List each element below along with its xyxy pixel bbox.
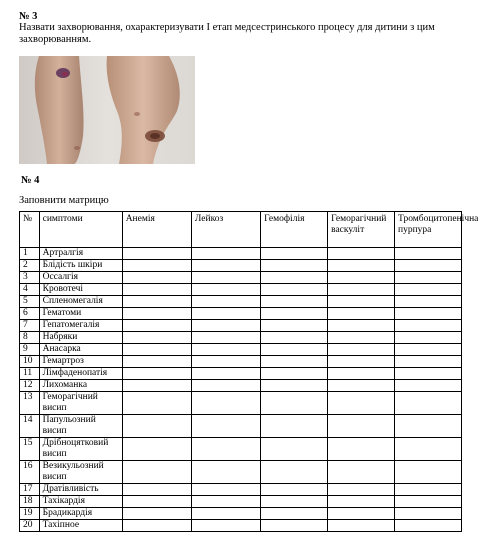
cell-leukemia[interactable] xyxy=(191,496,260,508)
cell-leukemia[interactable] xyxy=(191,332,260,344)
table-row xyxy=(20,520,462,532)
cell-hemorrhagic-vasculitis[interactable] xyxy=(328,332,395,344)
symptom-name: Гемартроз xyxy=(39,356,122,368)
cell-hemophilia[interactable] xyxy=(261,296,328,308)
cell-hemophilia[interactable] xyxy=(261,320,328,332)
table-row xyxy=(20,438,462,461)
cell-hemophilia[interactable] xyxy=(261,508,328,520)
row-number: 17 xyxy=(20,484,40,496)
cell-thrombocytopenic-purpura[interactable] xyxy=(395,380,462,392)
cell-thrombocytopenic-purpura[interactable] xyxy=(395,496,462,508)
cell-hemophilia[interactable] xyxy=(261,284,328,296)
cell-leukemia[interactable] xyxy=(191,356,260,368)
cell-anemia[interactable] xyxy=(122,344,191,356)
cell-anemia[interactable] xyxy=(122,496,191,508)
row-number: 19 xyxy=(20,508,40,520)
cell-anemia[interactable] xyxy=(122,260,191,272)
cell-hemorrhagic-vasculitis[interactable] xyxy=(328,272,395,284)
cell-leukemia[interactable] xyxy=(191,380,260,392)
cell-hemorrhagic-vasculitis[interactable] xyxy=(328,308,395,320)
cell-hemophilia[interactable] xyxy=(261,415,328,438)
table-row xyxy=(20,496,462,508)
header-leukemia: Лейкоз xyxy=(191,212,260,248)
symptom-name: Гематоми xyxy=(39,308,122,320)
cell-hemophilia[interactable] xyxy=(261,496,328,508)
cell-anemia[interactable] xyxy=(122,415,191,438)
cell-thrombocytopenic-purpura[interactable] xyxy=(395,344,462,356)
symptom-name: Дрібноцятковий висип xyxy=(39,438,122,461)
symptom-name: Кровотечі xyxy=(39,284,122,296)
cell-anemia[interactable] xyxy=(122,461,191,484)
cell-hemorrhagic-vasculitis[interactable] xyxy=(328,368,395,380)
symptom-name: Тахікардія xyxy=(39,496,122,508)
cell-hemorrhagic-vasculitis[interactable] xyxy=(328,260,395,272)
table-header-row xyxy=(20,212,462,248)
cell-hemorrhagic-vasculitis[interactable] xyxy=(328,296,395,308)
cell-hemophilia[interactable] xyxy=(261,461,328,484)
task-4-number: № 4 xyxy=(21,175,40,186)
table-row xyxy=(20,260,462,272)
cell-thrombocytopenic-purpura[interactable] xyxy=(395,520,462,532)
cell-hemorrhagic-vasculitis[interactable] xyxy=(328,484,395,496)
cell-hemorrhagic-vasculitis[interactable] xyxy=(328,392,395,415)
symptom-name: Анасарка xyxy=(39,344,122,356)
row-number: 15 xyxy=(20,438,40,461)
table-row xyxy=(20,344,462,356)
cell-thrombocytopenic-purpura[interactable] xyxy=(395,296,462,308)
table-row xyxy=(20,320,462,332)
cell-anemia[interactable] xyxy=(122,508,191,520)
header-hemophilia: Гемофілія xyxy=(261,212,328,248)
cell-thrombocytopenic-purpura[interactable] xyxy=(395,438,462,461)
cell-leukemia[interactable] xyxy=(191,508,260,520)
table-row xyxy=(20,461,462,484)
cell-thrombocytopenic-purpura[interactable] xyxy=(395,368,462,380)
row-number: 12 xyxy=(20,380,40,392)
header-thrombocytopenic-purpura: Тромбоцитопенічна пурпура xyxy=(395,212,462,248)
symptom-name: Лихоманка xyxy=(39,380,122,392)
cell-hemorrhagic-vasculitis[interactable] xyxy=(328,320,395,332)
cell-hemophilia[interactable] xyxy=(261,520,328,532)
table-row xyxy=(20,284,462,296)
cell-leukemia[interactable] xyxy=(191,308,260,320)
cell-hemorrhagic-vasculitis[interactable] xyxy=(328,520,395,532)
header-anemia: Анемія xyxy=(122,212,191,248)
symptom-name: Везикульозний висип xyxy=(39,461,122,484)
symptom-name: Набряки xyxy=(39,332,122,344)
cell-anemia[interactable] xyxy=(122,320,191,332)
task-3-number: № 3 xyxy=(19,11,38,22)
symptom-name: Оссалгія xyxy=(39,272,122,284)
cell-thrombocytopenic-purpura[interactable] xyxy=(395,320,462,332)
task-4-instruction: Заповнити матрицю xyxy=(19,195,109,206)
cell-hemorrhagic-vasculitis[interactable] xyxy=(328,438,395,461)
row-number: 2 xyxy=(20,260,40,272)
clinical-photo-legs-with-bruises xyxy=(19,56,195,164)
row-number: 9 xyxy=(20,344,40,356)
cell-anemia[interactable] xyxy=(122,392,191,415)
cell-hemophilia[interactable] xyxy=(261,368,328,380)
cell-thrombocytopenic-purpura[interactable] xyxy=(395,415,462,438)
cell-thrombocytopenic-purpura[interactable] xyxy=(395,248,462,260)
table-row xyxy=(20,272,462,284)
cell-anemia[interactable] xyxy=(122,368,191,380)
cell-hemophilia[interactable] xyxy=(261,438,328,461)
symptom-name: Спленомегалія xyxy=(39,296,122,308)
cell-thrombocytopenic-purpura[interactable] xyxy=(395,392,462,415)
cell-leukemia[interactable] xyxy=(191,438,260,461)
table-row xyxy=(20,380,462,392)
cell-anemia[interactable] xyxy=(122,296,191,308)
cell-thrombocytopenic-purpura[interactable] xyxy=(395,461,462,484)
symptom-name: Тахіпное xyxy=(39,520,122,532)
row-number: 10 xyxy=(20,356,40,368)
cell-thrombocytopenic-purpura[interactable] xyxy=(395,332,462,344)
cell-hemophilia[interactable] xyxy=(261,272,328,284)
cell-leukemia[interactable] xyxy=(191,415,260,438)
cell-leukemia[interactable] xyxy=(191,368,260,380)
cell-anemia[interactable] xyxy=(122,356,191,368)
row-number: 6 xyxy=(20,308,40,320)
cell-hemophilia[interactable] xyxy=(261,248,328,260)
cell-hemophilia[interactable] xyxy=(261,260,328,272)
cell-leukemia[interactable] xyxy=(191,296,260,308)
task-3-text: Назвати захворювання, охарактеризувати I етап медсестринського процесу для дитини з цим захворюванням. xyxy=(19,22,435,45)
row-number: 8 xyxy=(20,332,40,344)
cell-thrombocytopenic-purpura[interactable] xyxy=(395,272,462,284)
cell-hemophilia[interactable] xyxy=(261,356,328,368)
symptom-name: Лімфаденопатія xyxy=(39,368,122,380)
row-number: 3 xyxy=(20,272,40,284)
cell-anemia[interactable] xyxy=(122,284,191,296)
cell-hemophilia[interactable] xyxy=(261,392,328,415)
table-row xyxy=(20,296,462,308)
cell-anemia[interactable] xyxy=(122,520,191,532)
cell-anemia[interactable] xyxy=(122,438,191,461)
cell-hemophilia[interactable] xyxy=(261,344,328,356)
row-number: 16 xyxy=(20,461,40,484)
table-row xyxy=(20,356,462,368)
row-number: 5 xyxy=(20,296,40,308)
cell-anemia[interactable] xyxy=(122,308,191,320)
row-number: 18 xyxy=(20,496,40,508)
table-row xyxy=(20,392,462,415)
row-number: 1 xyxy=(20,248,40,260)
table-row xyxy=(20,508,462,520)
cell-hemophilia[interactable] xyxy=(261,484,328,496)
table-row xyxy=(20,308,462,320)
cell-hemorrhagic-vasculitis[interactable] xyxy=(328,496,395,508)
cell-hemorrhagic-vasculitis[interactable] xyxy=(328,415,395,438)
cell-thrombocytopenic-purpura[interactable] xyxy=(395,508,462,520)
header-hemorrhagic-vasculitis: Геморагічний васкуліт xyxy=(328,212,395,248)
cell-hemophilia[interactable] xyxy=(261,380,328,392)
table-row xyxy=(20,248,462,260)
cell-hemorrhagic-vasculitis[interactable] xyxy=(328,356,395,368)
cell-anemia[interactable] xyxy=(122,332,191,344)
cell-leukemia[interactable] xyxy=(191,461,260,484)
table-row xyxy=(20,415,462,438)
cell-leukemia[interactable] xyxy=(191,272,260,284)
cell-leukemia[interactable] xyxy=(191,392,260,415)
cell-leukemia[interactable] xyxy=(191,320,260,332)
symptom-name: Артралгія xyxy=(39,248,122,260)
table-row xyxy=(20,368,462,380)
cell-anemia[interactable] xyxy=(122,248,191,260)
symptom-name: Папульозний висип xyxy=(39,415,122,438)
cell-hemorrhagic-vasculitis[interactable] xyxy=(328,344,395,356)
cell-thrombocytopenic-purpura[interactable] xyxy=(395,260,462,272)
header-number: № xyxy=(20,212,40,248)
cell-hemorrhagic-vasculitis[interactable] xyxy=(328,508,395,520)
symptom-matrix-table xyxy=(19,211,478,532)
cell-leukemia[interactable] xyxy=(191,248,260,260)
cell-anemia[interactable] xyxy=(122,380,191,392)
cell-thrombocytopenic-purpura[interactable] xyxy=(395,484,462,496)
cell-hemorrhagic-vasculitis[interactable] xyxy=(328,380,395,392)
row-number: 4 xyxy=(20,284,40,296)
row-number: 20 xyxy=(20,520,40,532)
cell-thrombocytopenic-purpura[interactable] xyxy=(395,356,462,368)
row-number: 14 xyxy=(20,415,40,438)
row-number: 7 xyxy=(20,320,40,332)
symptom-name: Блідість шкіри xyxy=(39,260,122,272)
cell-leukemia[interactable] xyxy=(191,344,260,356)
cell-anemia[interactable] xyxy=(122,272,191,284)
cell-leukemia[interactable] xyxy=(191,484,260,496)
cell-hemophilia[interactable] xyxy=(261,308,328,320)
cell-thrombocytopenic-purpura[interactable] xyxy=(395,308,462,320)
symptom-name: Брадикардія xyxy=(39,508,122,520)
cell-thrombocytopenic-purpura[interactable] xyxy=(395,284,462,296)
header-symptoms: симптоми xyxy=(39,212,122,248)
cell-hemorrhagic-vasculitis[interactable] xyxy=(328,284,395,296)
symptom-name: Геморагічний висип xyxy=(39,392,122,415)
row-number: 13 xyxy=(20,392,40,415)
table-row xyxy=(20,484,462,496)
table-row xyxy=(20,332,462,344)
cell-hemorrhagic-vasculitis[interactable] xyxy=(328,461,395,484)
cell-leukemia[interactable] xyxy=(191,260,260,272)
cell-leukemia[interactable] xyxy=(191,520,260,532)
cell-anemia[interactable] xyxy=(122,484,191,496)
row-number: 11 xyxy=(20,368,40,380)
cell-hemorrhagic-vasculitis[interactable] xyxy=(328,248,395,260)
cell-leukemia[interactable] xyxy=(191,284,260,296)
symptom-name: Дратівливість xyxy=(39,484,122,496)
symptom-name: Гепатомегалія xyxy=(39,320,122,332)
cell-hemophilia[interactable] xyxy=(261,332,328,344)
